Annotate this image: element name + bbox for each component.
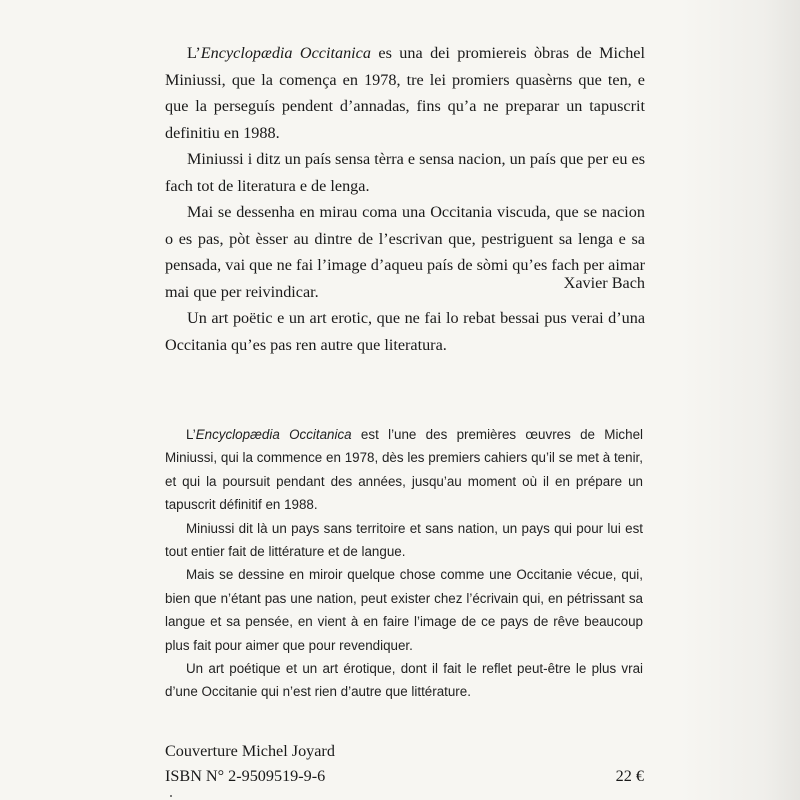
french-paragraph-4: Un art poétique et un art érotique, dont il fait le reflet peut-être le plus vrai d’une Occitanie qui n’est rien d’autre que littérature. bbox=[165, 661, 643, 700]
occitan-paragraph-1: L’Encyclopædia Occitanica es una dei promiereis òbras de Michel Miniussi, que la comença en 1978, tre lei promiers quasèrns que ten, e que la perseguís pendent d’annadas, fins qu’a ne preparar un tapuscrit definitiu en 1988. bbox=[165, 44, 645, 142]
french-paragraph-2: Miniussi dit là un pays sans territoire et sans nation, un pays qui pour lui est tout entier fait de littérature et de langue. bbox=[165, 520, 643, 560]
author-signature: Xavier Bach bbox=[563, 274, 645, 292]
footer-credits bbox=[165, 739, 335, 789]
french-paragraph-3: Mais se dessine en miroir quelque chose comme une Occitanie vécue, qui, bien que n’étant pas une nation, peut exister chez l’écrivain qui, en pétrissant sa langue et sa pensée, en vient à en faire l’image de ce pays de rêve beaucoup plus fait pour aimer que pour revendiquer. bbox=[165, 567, 643, 653]
page-edge-shadow bbox=[680, 0, 800, 800]
occitan-paragraph-4: Un art poëtic e un art erotic, que ne fai lo rebat bessai pus verai d’una Occitania qu’es pas ren autre que literatura. bbox=[165, 309, 645, 354]
price-label: 22 € bbox=[615, 767, 644, 785]
occitan-text-block bbox=[165, 40, 645, 358]
occitan-paragraph-2: Miniussi i ditz un país sensa tèrra e sensa nacion, un país que per eu es fach tot de literatura e de lenga. bbox=[165, 150, 645, 195]
french-text-block bbox=[165, 423, 643, 704]
isbn-number: ISBN N° 2-9509519-9-6 bbox=[165, 767, 326, 785]
cover-credit: Couverture Michel Joyard bbox=[165, 742, 335, 760]
occitan-paragraph-3: Mai se dessenha en mirau coma una Occitania viscuda, que se nacion o es pas, pòt èsser au dintre de l’escrivan que, pestriguent sa lenga e sa pensada, vai que ne fai l’image d’aqueu país de sòmi qu’es fach per aimar mai que per reivindicar. bbox=[165, 203, 645, 301]
occitan-book-title: Encyclopædia Occitanica bbox=[200, 44, 371, 62]
french-book-title: Encyclopædia Occitanica bbox=[195, 427, 352, 442]
french-paragraph-1: L’Encyclopædia Occitanica est l’une des premières œuvres de Michel Miniussi, qui la commence en 1978, dès les premiers cahiers qu’il se met à tenir, et qui la poursuit pendant des années, jusqu’au moment où il en prépare un tapuscrit définitif en 1988. bbox=[165, 427, 643, 513]
scan-speck bbox=[170, 795, 172, 797]
